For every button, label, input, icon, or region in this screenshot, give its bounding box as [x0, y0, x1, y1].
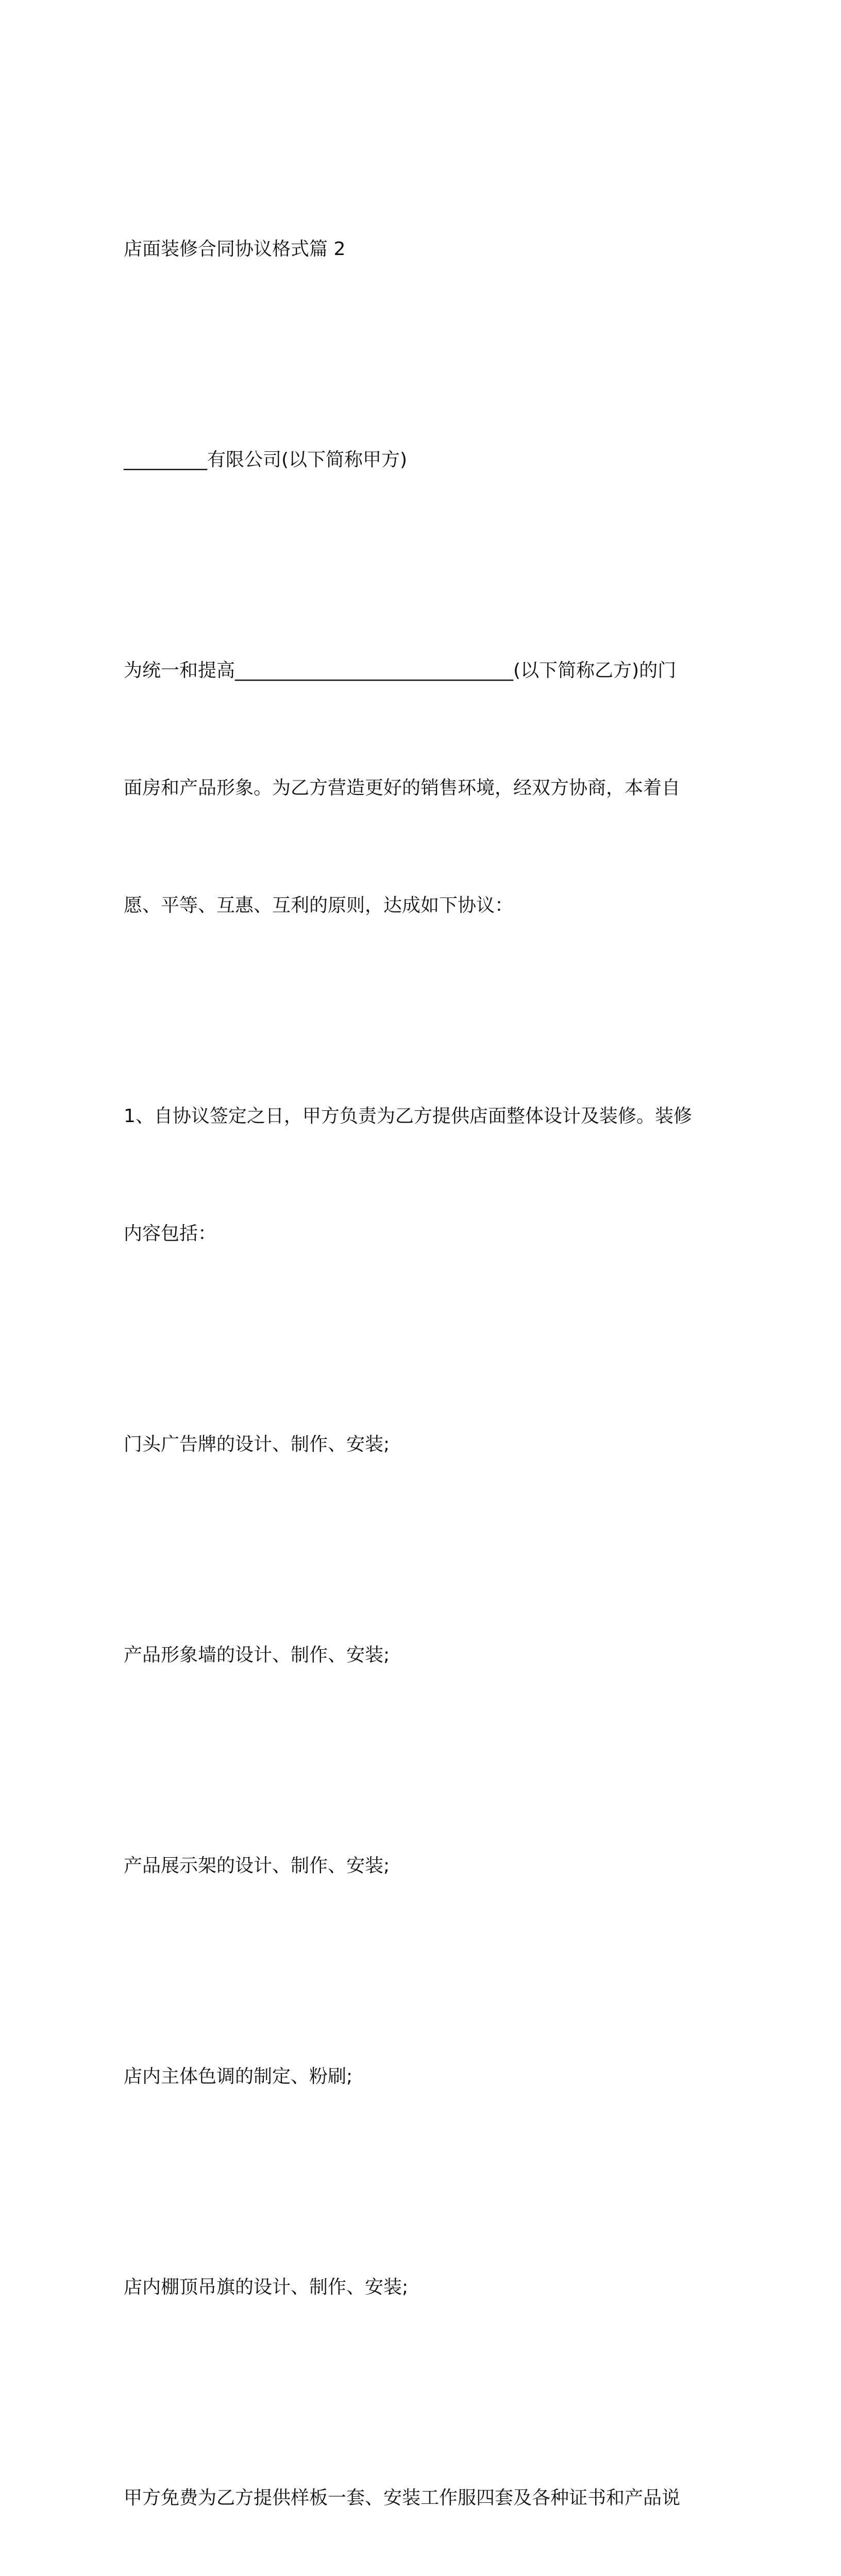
item-paragraph [124, 1347, 721, 1543]
party-a-paragraph [124, 362, 721, 558]
document-body [124, 151, 721, 2576]
item-paragraph [124, 1768, 721, 1964]
text-line: 店内主体色调的制定、粉刷; [124, 2066, 353, 2087]
text-line: 店面装修合同协议格式篇 2 [124, 239, 346, 260]
text-line: 产品展示架的设计、制作、安装; [124, 1855, 390, 1876]
clause-1-paragraph [124, 1019, 721, 1332]
text-line: 店内棚顶吊旗的设计、制作、安装; [124, 2277, 409, 2298]
free-items-paragraph [124, 2400, 721, 2576]
document-title [124, 151, 721, 347]
text-line: 甲方免费为乙方提供样板一套、安装工作服四套及各种证书和产品说 [124, 2487, 681, 2509]
text-line: 愿、平等、互惠、互利的原则，达成如下协议： [124, 895, 514, 916]
item-paragraph [124, 1557, 721, 1753]
text-line: _________有限公司(以下简称甲方) [124, 449, 408, 470]
text-line: 面房和产品形象。为乙方营造更好的销售环境，经双方协商，本着自 [124, 777, 681, 799]
text-line: 内容包括： [124, 1223, 217, 1244]
item-paragraph [124, 1979, 721, 2175]
intro-paragraph [124, 573, 721, 1004]
text-line: 1、自协议签定之日，甲方负责为乙方提供店面整体设计及装修。装修 [124, 1106, 692, 1127]
text-line: 门头广告牌的设计、制作、安装; [124, 1434, 390, 1455]
text-line: 产品形象墙的设计、制作、安装; [124, 1645, 390, 1666]
item-paragraph [124, 2190, 721, 2385]
text-line: 为统一和提高______________________________(以下简称乙方)的门 [124, 660, 677, 681]
